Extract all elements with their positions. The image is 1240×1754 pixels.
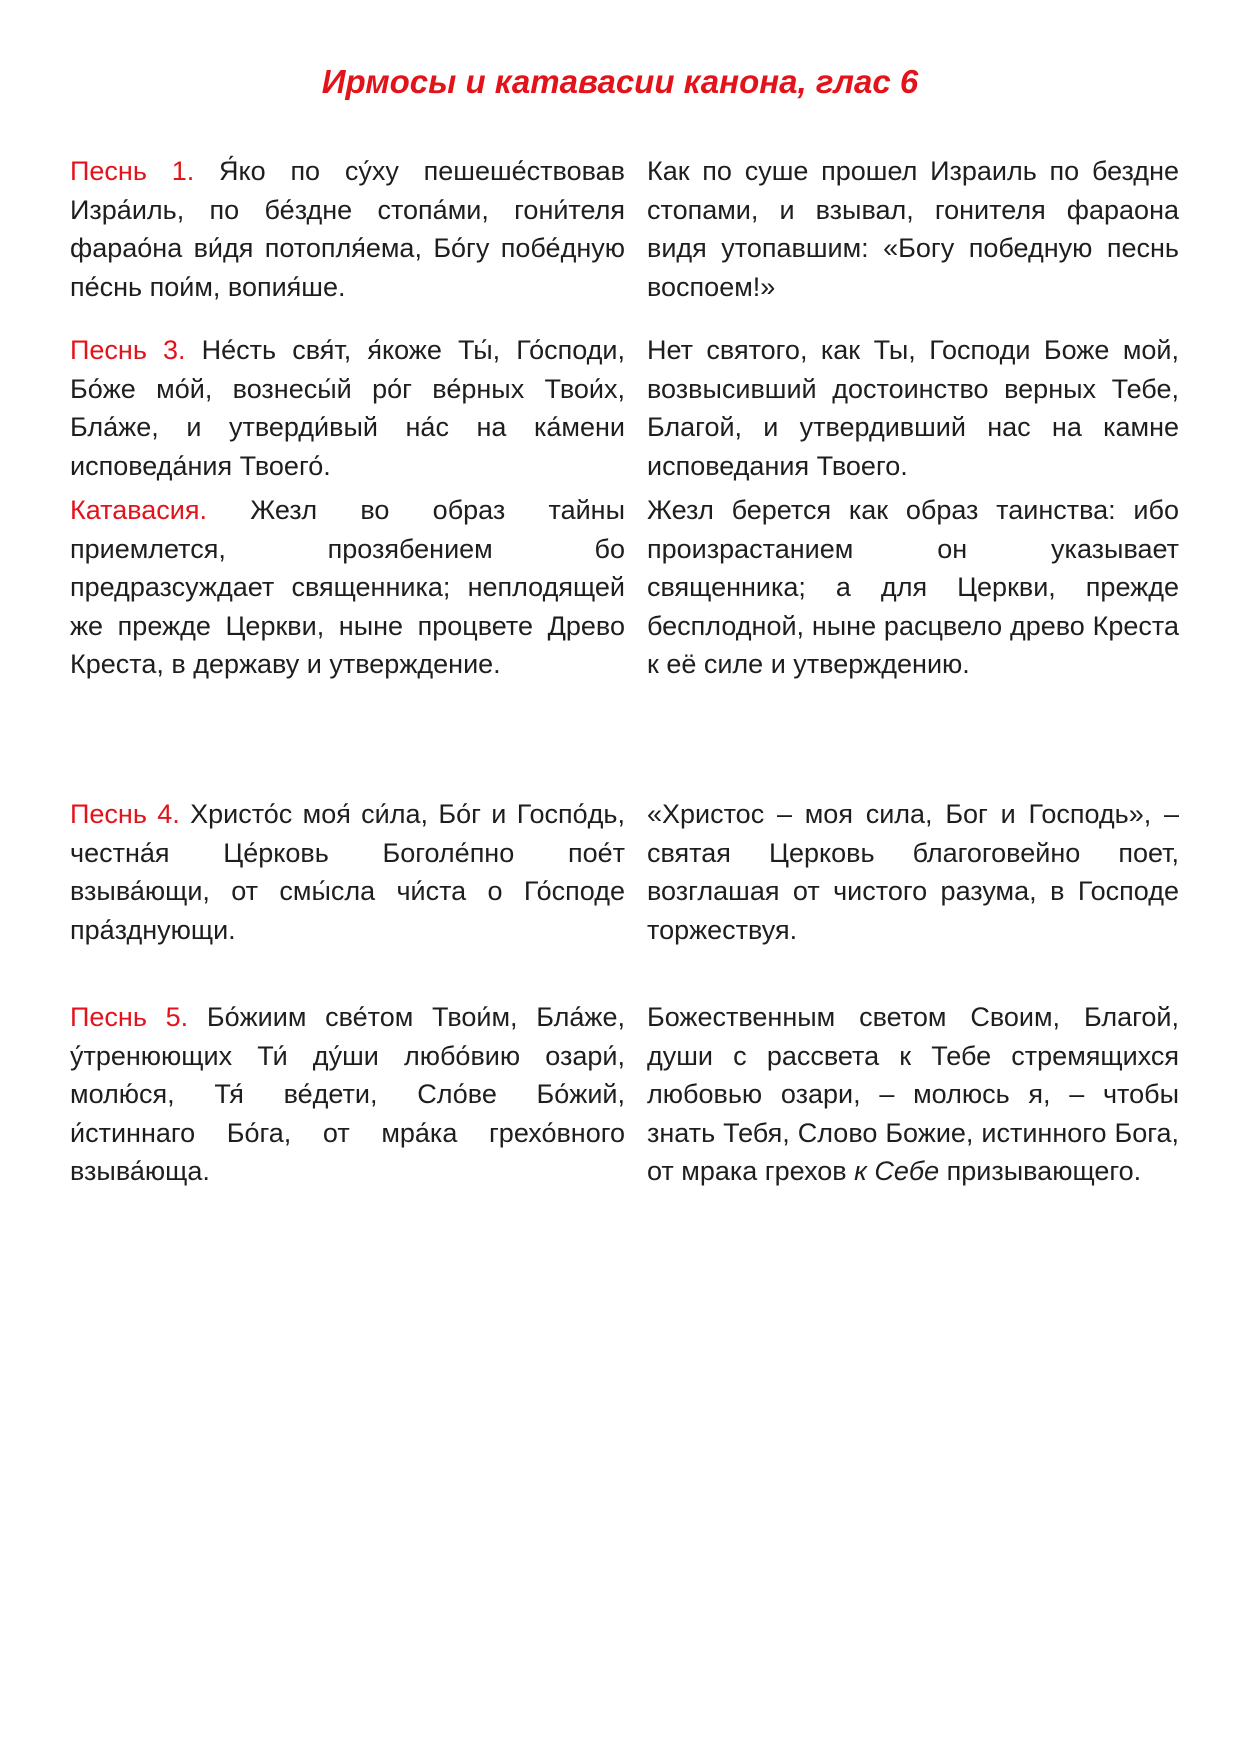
- section-church-slavonic-text: [70, 795, 625, 949]
- section-russian-translation: Жезл берется как образ таинства: ибо произрастанием он указывает священника; а для Церкви, прежде бесплодной, ныне расцвело древо Креста к её силе и утверждению.: [647, 495, 1179, 680]
- section-body: Я́ко по су́ху пешеше́ствовав Изра́иль, по бе́здне стопа́ми, гони́теля фарао́на ви́дя потопля́ема, Бо́гу побе́дную пе́снь пои́м, вопия́ше.: [70, 156, 625, 302]
- section-body: Христо́с моя́ си́ла, Бо́г и Госпо́дь, честна́я Це́рковь Боголе́пно пое́т взыва́ющи, от смы́сла чи́ста о Го́споде пра́зднующи.: [70, 799, 625, 945]
- translation-text-end: призывающего.: [939, 1156, 1142, 1187]
- section-church-slavonic-text: [70, 491, 625, 684]
- section-russian-translation: Нет святого, как Ты, Господи Боже мой, возвысивший достоинство верных Тебе, Благой, и утвердивший нас на камне исповедания Твоего.: [647, 335, 1179, 481]
- section-heading: Песнь 5.: [70, 1002, 189, 1032]
- section-church-slavonic-text: [70, 331, 625, 485]
- section-body: Жезл во образ тайны приемлется, прозябением бо предразсуждает священника; неплодящей же прежде Церкви, ныне процвете Древо Креста, в державу и утверждение.: [70, 495, 625, 680]
- section-heading: Песнь 3.: [70, 335, 186, 365]
- section-heading: Песнь 4.: [70, 799, 180, 829]
- section-heading: Песнь 1.: [70, 156, 195, 186]
- translation-emphasis: к Себе: [854, 1156, 940, 1187]
- section-church-slavonic-text: [70, 152, 625, 306]
- section-russian-translation: «Христос – моя сила, Бог и Господь», – святая Церковь благоговейно поет, возглашая от чистого разума, в Господе торжествуя.: [647, 799, 1179, 945]
- section-russian-translation: [647, 998, 1179, 1191]
- section-body: Не́сть свя́т, я́коже Ты́, Го́споди, Бо́же мо́й, вознесы́й ро́г ве́рных Твои́х, Бла́же, и утверди́вый на́с на ка́мени исповеда́ния Твоего́.: [70, 335, 625, 481]
- page-title: Ирмосы и катавасии канона, глас 6: [321, 63, 919, 100]
- section-body: Бо́жиим све́том Твои́м, Бла́же, у́тренюющих Ти́ ду́ши любо́вию озари́, молю́ся, Тя́ ве́дети, Сло́ве Бо́жий, и́стиннаго Бо́га, от мра́ка грехо́вного взыва́юща.: [70, 1002, 625, 1187]
- section-heading: Катавасия.: [70, 495, 207, 525]
- section-church-slavonic-text: [70, 998, 625, 1191]
- translation-text: Божественным светом Своим, Благой, души с рассвета к Тебе стремящихся любовью озари, – молюсь я, – чтобы знать Тебя, Слово Божие, истинного Бога, от мрака грехов: [647, 1002, 1179, 1187]
- section-russian-translation: Как по суше прошел Израиль по бездне стопами, и взывал, гонителя фараона видя утопавшим: «Богу победную песнь воспоем!»: [647, 156, 1179, 302]
